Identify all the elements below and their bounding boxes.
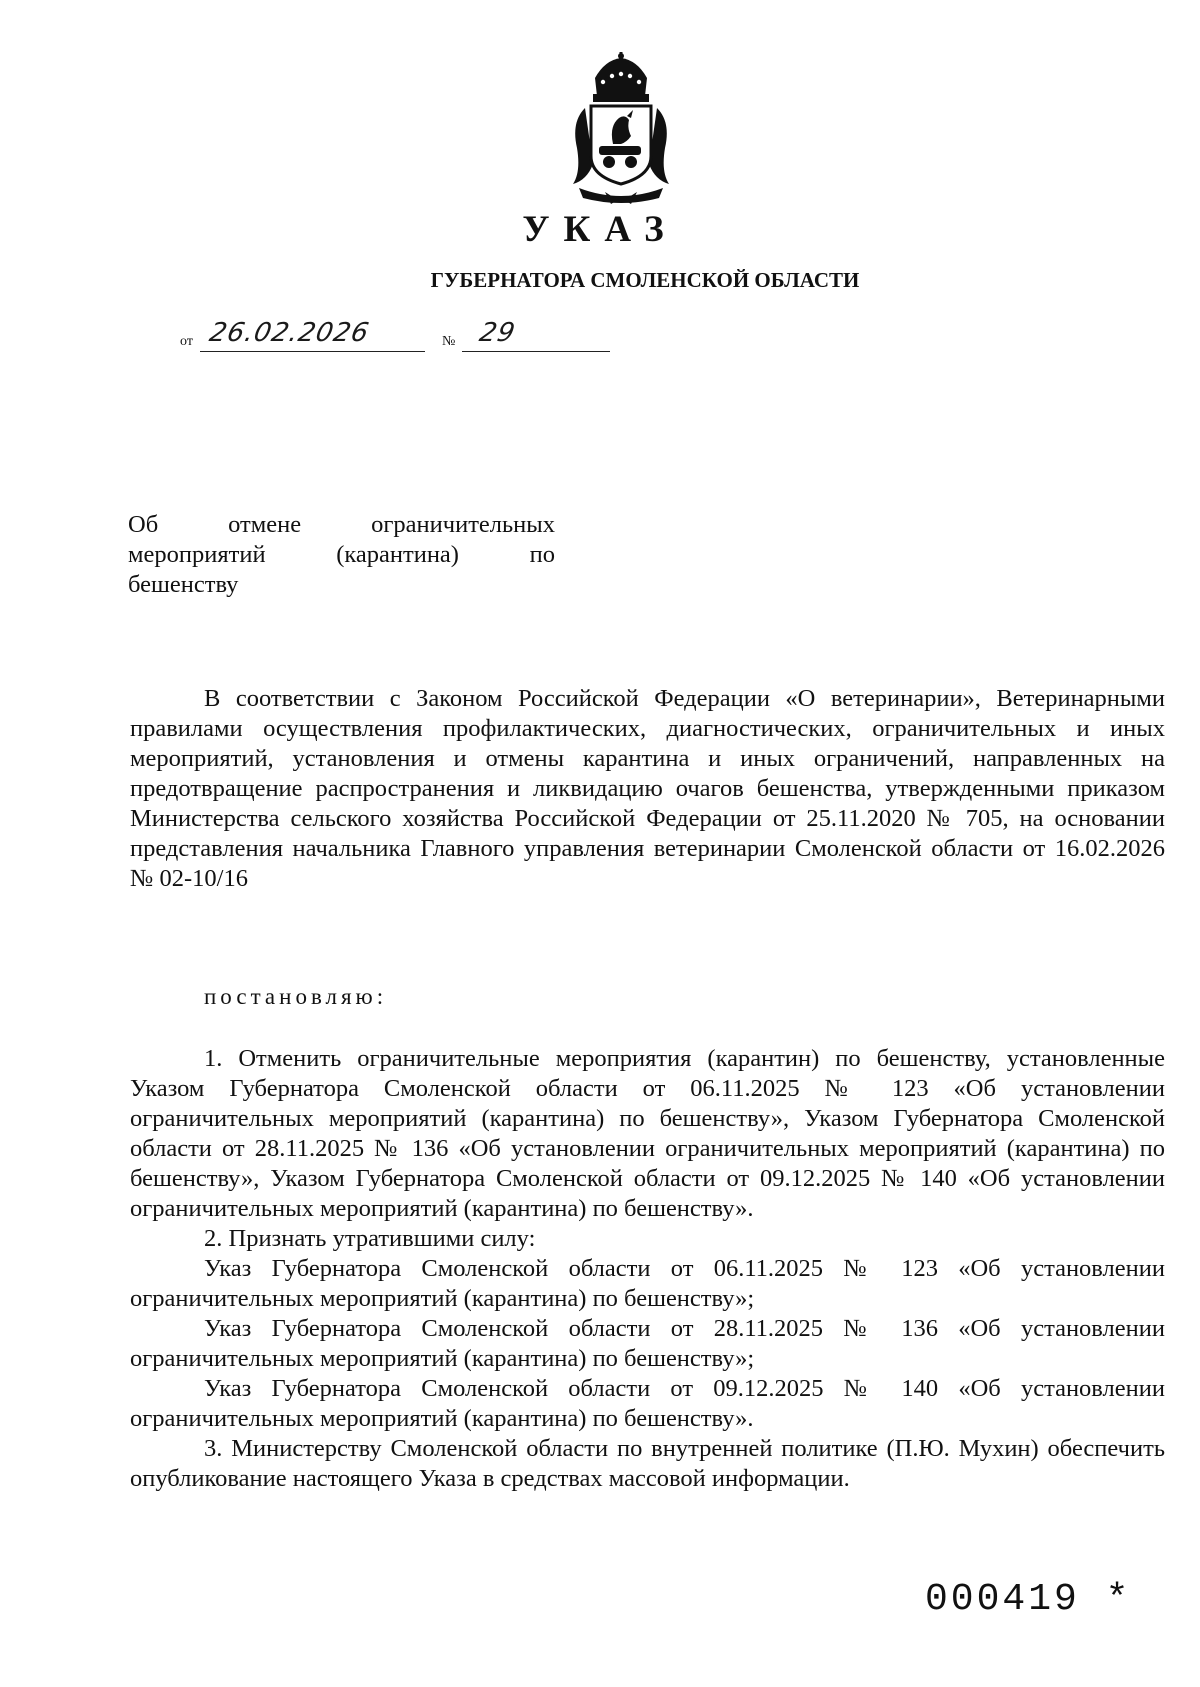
- preamble: [130, 684, 1165, 894]
- number-label: №: [442, 334, 456, 349]
- preamble-text: В соответствии с Законом Российской Федерации «О ветеринарии», Ветеринарными правилами осуществления профилактических, диагностических, ограничительных и иных мероприятий, установления и отмены карантина и иных ограничений, направленных на предотвращение распространения и ликвидацию очагов бешенства, утвержденными приказом Министерства сельского хозяйства Российской Федерации от 25.11.2020 № 705, на основании представления начальника Главного управления ветеринарии Смоленской области от 16.02.2026 № 02-10/16: [130, 685, 1165, 892]
- date-label: от: [180, 334, 193, 349]
- date-underline: [200, 351, 425, 352]
- number-value: 29: [476, 318, 519, 348]
- item-2c: Указ Губернатора Смоленской области от 09.12.2025 № 140 «Об установлении ограничительных мероприятий (карантина) по бешенству».: [130, 1375, 1165, 1432]
- smolensk-coat-of-arms-icon: [565, 52, 677, 204]
- document-subject: [128, 510, 555, 600]
- subject-line: мероприятий (карантина) по: [128, 541, 555, 568]
- item-2b: Указ Губернатора Смоленской области от 28.11.2025 № 136 «Об установлении ограничительных мероприятий (карантина) по бешенству»;: [130, 1315, 1165, 1372]
- document-title: УКАЗ: [522, 209, 678, 250]
- item-1: 1. Отменить ограничительные мероприятия (карантин) по бешенству, установленные Указом Губернатора Смоленской области от 06.11.2025 № 123 «Об установлении ограничительных мероприятий (карантина) по бешенству», Указом Губернатора Смоленской области от 28.11.2025 № 136 «Об установлении ограничительных мероприятий (карантина) по бешенству», Указом Губернатора Смоленской области от 09.12.2025 № 140 «Об установлении ограничительных мероприятий (карантина) по бешенству».: [130, 1045, 1165, 1222]
- number-underline: [462, 351, 610, 352]
- document-subtitle: ГУБЕРНАТОРА СМОЛЕНСКОЙ ОБЛАСТИ: [430, 268, 860, 292]
- date-number-line: [180, 318, 610, 352]
- item-2a: Указ Губернатора Смоленской области от 06.11.2025 № 123 «Об установлении ограничительных мероприятий (карантина) по бешенству»;: [130, 1255, 1165, 1312]
- decree-word: постановляю:: [204, 984, 388, 1009]
- item-3: 3. Министерству Смоленской области по внутренней политике (П.Ю. Мухин) обеспечить опубликование настоящего Указа в средствах массовой информации.: [130, 1435, 1165, 1492]
- subject-line: Об отмене ограничительных: [128, 511, 555, 538]
- decree-items: [130, 1044, 1165, 1494]
- subject-line: бешенству: [128, 571, 239, 598]
- item-2: 2. Признать утратившими силу:: [204, 1225, 536, 1252]
- date-value: 26.02.2026: [206, 318, 373, 348]
- registration-number: 000419 *: [925, 1578, 1132, 1621]
